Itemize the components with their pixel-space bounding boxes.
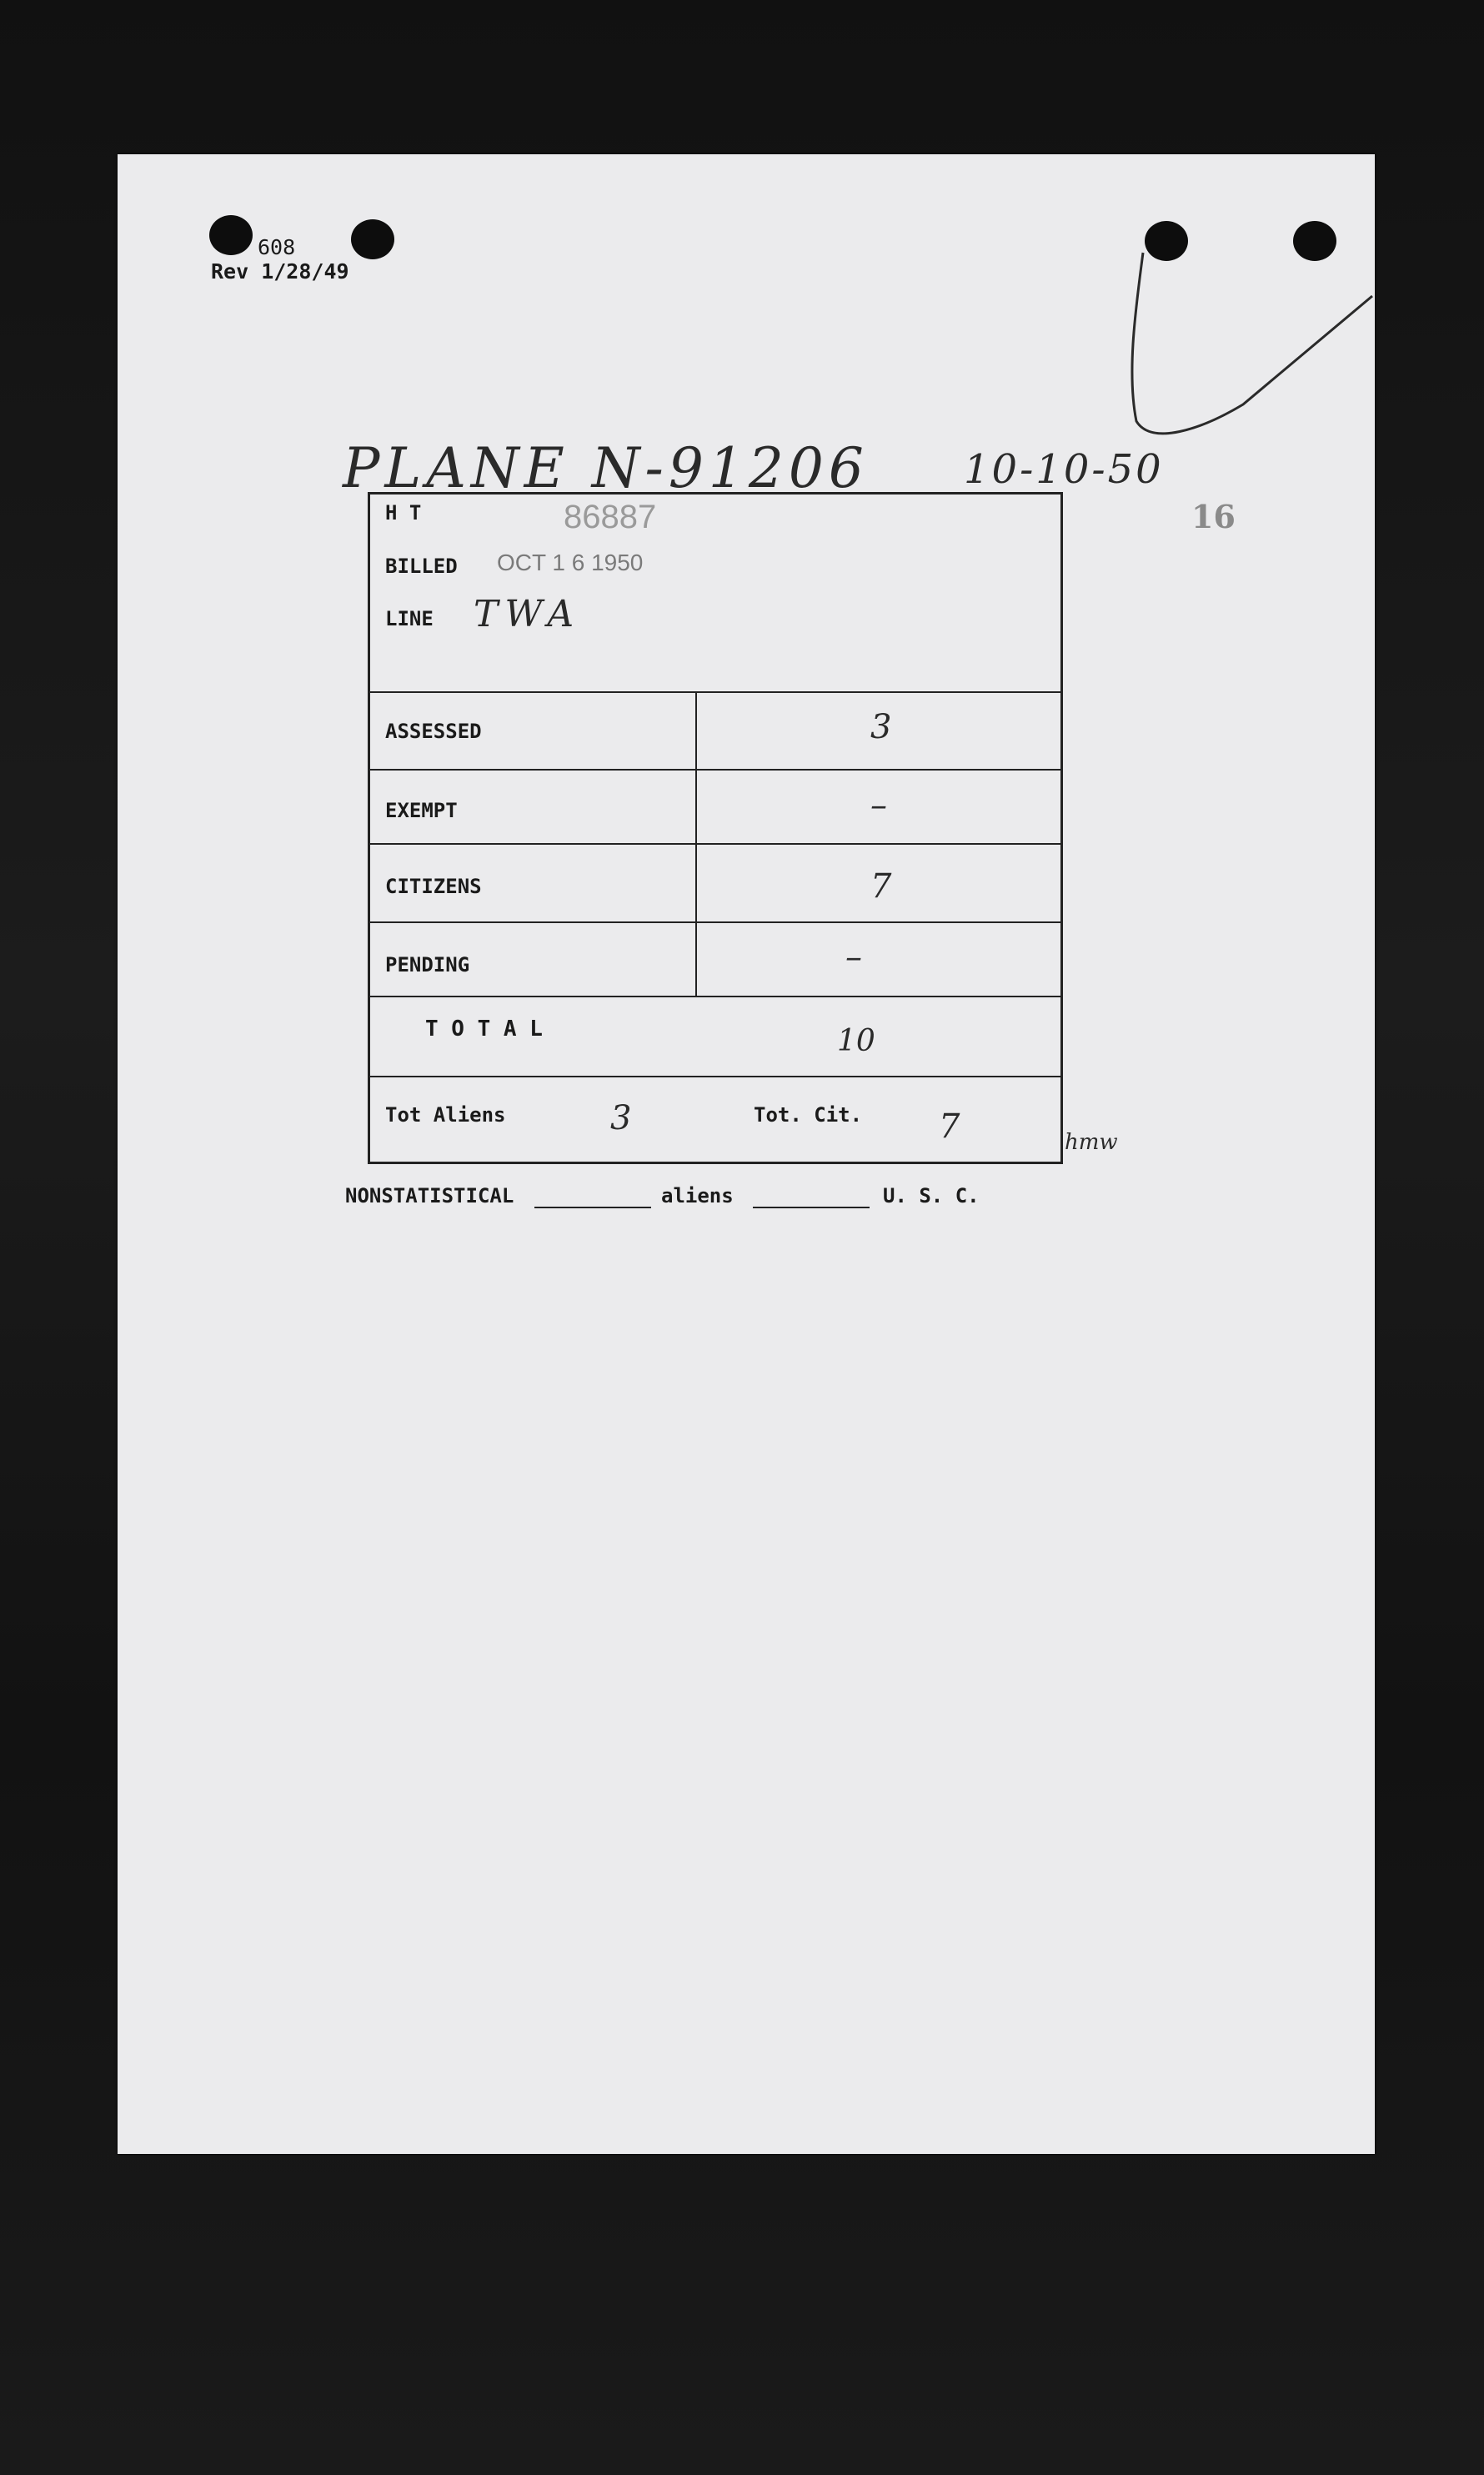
row-value-assessed: 3 xyxy=(870,708,892,746)
clerk-initials: hmw xyxy=(1065,1130,1118,1155)
row-value-exempt: – xyxy=(870,786,887,825)
divider xyxy=(370,691,1060,693)
billed-date-stamp: OCT 1 6 1950 xyxy=(497,550,644,575)
ht-number-stamp: 86887 xyxy=(564,499,657,535)
tot-cit-value: 7 xyxy=(939,1107,960,1146)
form-revision: Rev 1/28/49 xyxy=(211,259,349,284)
billed-label: BILLED xyxy=(385,555,458,578)
page-number: 16 xyxy=(1191,498,1236,535)
row-label-pending: PENDING xyxy=(385,953,470,976)
aliens-blank xyxy=(753,1207,870,1208)
divider xyxy=(370,843,1060,845)
nonstatistical-label: NONSTATISTICAL xyxy=(345,1184,514,1207)
form-number: 608 xyxy=(258,235,296,259)
line-value-handwritten: TWA xyxy=(474,593,581,635)
divider xyxy=(370,1076,1060,1077)
total-label: T O T A L xyxy=(425,1017,543,1042)
row-label-exempt: EXEMPT xyxy=(385,799,458,822)
row-value-citizens: 7 xyxy=(870,867,892,906)
plane-number-handwritten: PLANE N-91206 xyxy=(343,436,869,500)
row-label-citizens: CITIZENS xyxy=(385,875,482,898)
ht-label: H T xyxy=(385,501,422,525)
nonstatistical-blank xyxy=(534,1207,651,1208)
tot-aliens-value: 3 xyxy=(610,1099,632,1137)
column-divider xyxy=(695,691,697,996)
line-label: LINE xyxy=(385,607,434,630)
tot-aliens-label: Tot Aliens xyxy=(385,1103,506,1127)
handwritten-date: 10-10-50 xyxy=(964,446,1164,493)
divider xyxy=(370,996,1060,997)
divider xyxy=(370,769,1060,771)
row-label-assessed: ASSESSED xyxy=(385,720,482,743)
document-sheet xyxy=(118,154,1375,2154)
total-value: 10 xyxy=(837,1024,875,1058)
usc-label: U. S. C. xyxy=(883,1184,980,1207)
row-value-pending: – xyxy=(845,938,862,976)
tot-cit-label: Tot. Cit. xyxy=(754,1103,863,1127)
aliens-label: aliens xyxy=(661,1184,734,1207)
record-form xyxy=(368,492,1063,1164)
divider xyxy=(370,921,1060,923)
